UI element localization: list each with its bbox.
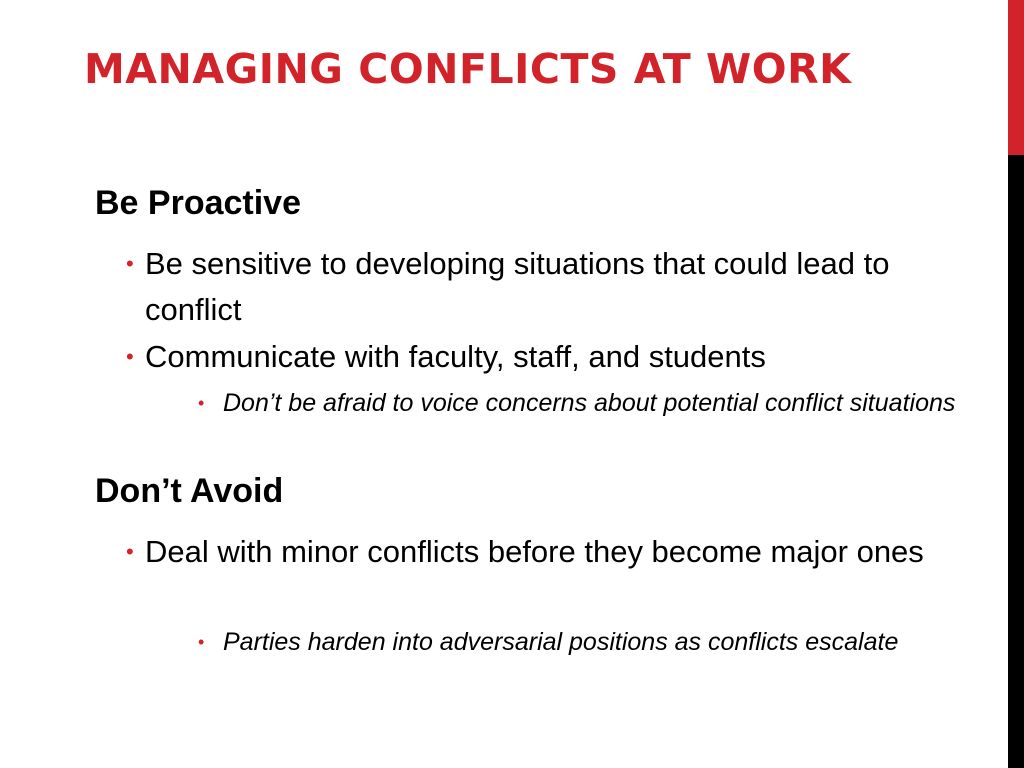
accent-bar-black [1008, 155, 1024, 768]
section-heading-dont-avoid: Don’t Avoid [95, 472, 284, 510]
bullet-item [126, 241, 966, 333]
bullet-item [126, 529, 966, 575]
sub-bullet-text: Parties harden into adversarial positions as conflicts escalate [223, 628, 899, 656]
bullet-icon: • [126, 344, 134, 369]
section-heading-be-proactive: Be Proactive [95, 184, 301, 222]
bullet-text: Communicate with faculty, staff, and students [145, 339, 766, 374]
sub-bullet-icon: • [198, 393, 205, 413]
sub-bullet-text: Don’t be afraid to voice concerns about potential conflict situations [223, 389, 956, 417]
accent-bar-red [1008, 0, 1024, 155]
bullet-icon: • [126, 539, 134, 564]
bullet-text: Be sensitive to developing situations that could lead to conflict [145, 246, 890, 327]
bullet-item [126, 334, 966, 380]
sub-bullet-item [198, 623, 968, 661]
sub-bullet-icon: • [198, 632, 205, 652]
bullet-text: Deal with minor conflicts before they become major ones [145, 534, 924, 569]
bullet-icon: • [126, 251, 134, 276]
sub-bullet-item [198, 384, 968, 422]
slide-title: MANAGING CONFLICTS AT WORK [84, 45, 852, 93]
